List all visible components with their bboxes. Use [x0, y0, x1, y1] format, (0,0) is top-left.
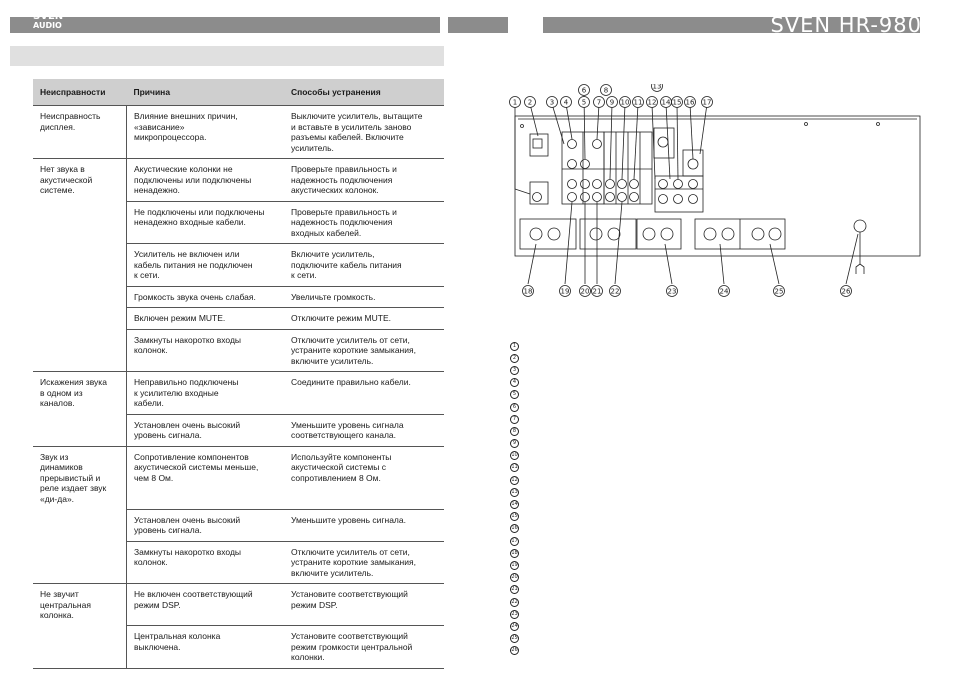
table-row	[33, 509, 444, 541]
legend-number: 25	[511, 635, 518, 642]
callout-number: 13	[652, 84, 662, 91]
legend-item	[510, 401, 519, 413]
callout-16	[685, 97, 696, 108]
legend-number: 9	[510, 439, 519, 448]
column-header-fix: Способы устранения	[284, 79, 444, 106]
leader-line	[770, 244, 779, 284]
rca-jack	[593, 180, 602, 189]
callout-1	[510, 97, 521, 108]
leader-line	[634, 104, 638, 179]
legend-number: 3	[510, 366, 519, 375]
speaker-terminal-block	[637, 219, 681, 249]
legend-item	[510, 535, 519, 547]
callout-number: 22	[610, 287, 620, 296]
table-row	[33, 446, 444, 509]
legend-number: 19	[511, 561, 518, 568]
speaker-terminal	[704, 228, 716, 240]
legend-number: 20	[511, 574, 518, 581]
table-row	[33, 541, 444, 584]
leader-line	[615, 202, 622, 284]
legend-item	[510, 523, 519, 535]
callout-number: 24	[719, 287, 729, 296]
callout-number: 10	[620, 98, 630, 107]
legend-item	[510, 608, 519, 620]
legend-item	[510, 425, 519, 437]
logo-line2: AUDIO	[33, 21, 62, 30]
cell-fix: Увеличьте громкость.	[284, 286, 444, 308]
legend-item	[510, 559, 519, 571]
legend-item	[510, 511, 519, 523]
cell-cause: Не включен соответствующий режим DSP.	[127, 584, 285, 626]
speaker-terminal	[530, 228, 542, 240]
leader-line	[652, 104, 655, 179]
logo-line1: SVEN	[33, 11, 64, 22]
callout-number: 25	[774, 287, 784, 296]
screw-top-left	[521, 125, 524, 128]
rca-jack	[659, 180, 668, 189]
cell-fix: Включите усилитель, подключите кабель питания к сети.	[284, 244, 444, 287]
legend-number: 2	[510, 354, 519, 363]
legend-number: 4	[510, 378, 519, 387]
leader-line	[528, 244, 536, 284]
cell-fix: Соедините правильно кабели.	[284, 372, 444, 415]
rca-jack	[674, 195, 683, 204]
table-row	[33, 329, 444, 372]
callout-5	[579, 97, 590, 108]
sub-out-box	[655, 176, 703, 212]
leader-line	[677, 104, 678, 179]
cell-problem: Неисправность дисплея.	[33, 106, 127, 159]
table-row	[33, 106, 444, 159]
cell-cause: Влияние внешних причин, «зависание» микропроцессора.	[127, 106, 285, 159]
leader-line	[552, 104, 564, 144]
legend-item	[510, 486, 519, 498]
legend-item	[510, 547, 519, 559]
rca-jack	[606, 193, 615, 202]
legend-number: 15	[511, 513, 518, 520]
cell-fix: Используйте компоненты акустической системы с сопротивлением 8 Ом.	[284, 446, 444, 509]
leader-line	[665, 244, 672, 284]
legend-number: 6	[510, 403, 519, 412]
callout-number: 19	[560, 287, 570, 296]
legend-number: 23	[511, 610, 518, 617]
cell-fix: Установите соответствующий режим DSP.	[284, 584, 444, 626]
legend-item	[510, 413, 519, 425]
table-row	[33, 372, 444, 415]
legend-item	[510, 596, 519, 608]
callout-number: 14	[661, 98, 671, 107]
troubleshooting-table	[33, 79, 444, 669]
legend-item	[510, 498, 519, 510]
legend-number: 24	[511, 622, 518, 629]
legend-number: 13	[511, 488, 518, 495]
callout-12	[647, 97, 658, 108]
screw-top-right	[877, 123, 880, 126]
legend-item	[510, 352, 519, 364]
cell-fix: Установите соответствующий режим громкости центральной колонки.	[284, 626, 444, 669]
cell-problem	[33, 541, 127, 584]
cell-cause: Установлен очень высокий уровень сигнала.	[127, 509, 285, 541]
leader-line	[565, 202, 572, 284]
cell-cause: Центральная колонка выключена.	[127, 626, 285, 669]
callout-number: 9	[609, 98, 615, 107]
pre-out-jack	[688, 159, 698, 169]
leader-line	[530, 104, 538, 136]
cell-cause: Неправильно подключены к усилителю входные кабели.	[127, 372, 285, 415]
cell-cause: Установлен очень высокий уровень сигнала.	[127, 414, 285, 446]
cell-fix: Отключите режим MUTE.	[284, 308, 444, 330]
callout-number: 17	[702, 98, 712, 107]
rca-jack	[618, 180, 627, 189]
callout-19	[560, 286, 571, 297]
callout-number: 20	[580, 287, 590, 296]
callout-number: 4	[563, 98, 569, 107]
callout-number: 12	[647, 98, 657, 107]
rca-jack	[581, 193, 590, 202]
cell-fix: Проверьте правильность и надежность подключения акустических колонок.	[284, 159, 444, 202]
legend-item	[510, 340, 519, 352]
callout-18	[523, 286, 534, 297]
legend-number: 14	[511, 501, 518, 508]
legend-item	[510, 462, 519, 474]
leader-line	[720, 244, 724, 284]
legend-number: 12	[511, 476, 518, 483]
model-title: SVEN HR-980	[770, 13, 922, 37]
cell-cause: Громкость звука очень слабая.	[127, 286, 285, 308]
callout-24	[719, 286, 730, 297]
callout-22	[610, 286, 621, 297]
rca-jack	[581, 160, 590, 169]
cell-fix: Уменьшите уровень сигнала соответствующего канала.	[284, 414, 444, 446]
aux-jack	[533, 193, 542, 202]
callout-10	[620, 97, 631, 108]
sven-audio-logo	[33, 12, 73, 30]
speaker-terminal	[661, 228, 673, 240]
callout-7	[594, 97, 605, 108]
cell-problem	[33, 626, 127, 669]
cell-problem	[33, 329, 127, 372]
legend-number: 10	[511, 452, 518, 459]
callout-20	[580, 286, 591, 297]
legend-number: 7	[510, 415, 519, 424]
cell-fix: Проверьте правильность и надежность подключения входных кабелей.	[284, 201, 444, 244]
callout-2	[525, 97, 536, 108]
table-header-row	[33, 79, 444, 106]
speaker-terminal	[608, 228, 620, 240]
callout-number: 8	[603, 86, 609, 95]
callout-25	[774, 286, 785, 297]
cell-cause: Включен режим MUTE.	[127, 308, 285, 330]
rca-jack	[618, 193, 627, 202]
callout-3	[547, 97, 558, 108]
legend-item	[510, 572, 519, 584]
speaker-terminal	[722, 228, 734, 240]
cell-problem	[33, 308, 127, 330]
column-header-problem: Неисправности	[33, 79, 127, 106]
rca-jack	[689, 180, 698, 189]
speaker-terminal	[643, 228, 655, 240]
callout-26	[841, 286, 852, 297]
header-bar-left	[10, 17, 440, 33]
cell-problem: Звук из динамиков прерывистый и реле издает звук «ди-да».	[33, 446, 127, 509]
callout-number: 23	[667, 287, 677, 296]
legend-number: 1	[510, 342, 519, 351]
cell-fix: Отключите усилитель от сети, устраните короткие замыкания, включите усилитель.	[284, 329, 444, 372]
legend-item	[510, 584, 519, 596]
cell-fix: Выключите усилитель, вытащите и вставьте в усилитель заново разъемы кабелей. Включите усилитель.	[284, 106, 444, 159]
callout-number: 18	[523, 287, 533, 296]
legend-number: 11	[511, 464, 518, 471]
callout-number: 1	[512, 98, 518, 107]
callout-11	[633, 97, 644, 108]
leader-line	[690, 104, 693, 159]
digital-jack	[658, 137, 668, 147]
callout-number: 21	[592, 287, 602, 296]
table-row	[33, 286, 444, 308]
cell-cause: Сопротивление компонентов акустической системы меньше, чем 8 Ом.	[127, 446, 285, 509]
rca-jack	[568, 160, 577, 169]
power-inlet	[854, 220, 866, 232]
rca-jack	[659, 195, 668, 204]
rca-jack	[581, 180, 590, 189]
digital-input-box	[654, 128, 674, 158]
cell-fix: Уменьшите уровень сигнала.	[284, 509, 444, 541]
table-row	[33, 159, 444, 202]
cell-cause: Акустические колонки не подключены или подключены ненадежно.	[127, 159, 285, 202]
legend-number: 26	[511, 647, 518, 654]
rca-jack	[630, 193, 639, 202]
legend-item	[510, 364, 519, 376]
cell-problem	[33, 509, 127, 541]
rca-jack	[674, 180, 683, 189]
legend-number: 21	[511, 586, 518, 593]
legend-item	[510, 633, 519, 645]
legend-item	[510, 645, 519, 657]
legend-number: 18	[511, 549, 518, 556]
callout-number: 7	[596, 98, 602, 107]
table-row	[33, 308, 444, 330]
legend-item	[510, 438, 519, 450]
rca-jack	[606, 180, 615, 189]
callout-23	[667, 286, 678, 297]
cell-cause: Замкнуты накоротко входы колонок.	[127, 541, 285, 584]
callout-9	[607, 97, 618, 108]
legend-item	[510, 389, 519, 401]
speaker-terminal	[548, 228, 560, 240]
legend-item	[510, 377, 519, 389]
rca-jack	[689, 195, 698, 204]
callout-6	[579, 85, 590, 96]
callout-number: 11	[633, 98, 643, 107]
rca-jack	[593, 193, 602, 202]
table-row	[33, 414, 444, 446]
leader-line	[622, 104, 625, 179]
screw-top-mid	[805, 123, 808, 126]
cell-problem: Не звучит центральная колонка.	[33, 584, 127, 626]
legend-item	[510, 450, 519, 462]
table-row	[33, 244, 444, 287]
callout-8	[601, 85, 612, 96]
table-body	[33, 106, 444, 669]
cell-fix: Отключите усилитель от сети, устраните короткие замыкания, включите усилитель.	[284, 541, 444, 584]
leader-line	[566, 104, 572, 139]
leader-line	[700, 104, 707, 154]
legend-number: 5	[510, 390, 519, 399]
speaker-terminal	[590, 228, 602, 240]
section-heading-bar	[10, 46, 444, 66]
cell-problem	[33, 414, 127, 446]
leader-line	[846, 234, 858, 284]
callout-4	[561, 97, 572, 108]
rca-jack	[568, 180, 577, 189]
leader-line	[515, 189, 530, 194]
callout-15	[672, 97, 683, 108]
cell-problem: Нет звука в акустической системе.	[33, 159, 127, 202]
callout-number: 5	[581, 98, 587, 107]
callout-21	[592, 286, 603, 297]
legend-item	[510, 474, 519, 486]
cell-problem	[33, 286, 127, 308]
legend-number: 22	[511, 598, 518, 605]
callout-number: 2	[527, 98, 533, 107]
cell-problem: Искажения звука в одном из каналов.	[33, 372, 127, 415]
legend-number: 8	[510, 427, 519, 436]
callout-17	[702, 97, 713, 108]
callout-number: 15	[672, 98, 682, 107]
callout-14	[661, 97, 672, 108]
cell-cause: Усилитель не включен или кабель питания не подключен к сети.	[127, 244, 285, 287]
table-row	[33, 584, 444, 626]
callout-number: 26	[841, 287, 851, 296]
rca-jack	[630, 180, 639, 189]
cell-cause: Не подключены или подключены ненадежно входные кабели.	[127, 201, 285, 244]
leader-line	[610, 104, 612, 179]
legend-item	[510, 620, 519, 632]
cell-problem	[33, 201, 127, 244]
legend-number: 17	[511, 537, 518, 544]
rear-panel-diagram	[500, 84, 930, 304]
callout-number: 6	[581, 86, 587, 95]
callout-number: 16	[685, 98, 695, 107]
cell-cause: Замкнуты накоротко входы колонок.	[127, 329, 285, 372]
callout-13	[652, 84, 663, 92]
table-row	[33, 626, 444, 669]
legend-number: 16	[511, 525, 518, 532]
table-row	[33, 201, 444, 244]
speaker-terminal	[752, 228, 764, 240]
legend-list	[510, 340, 519, 657]
rca-jack	[568, 140, 577, 149]
speaker-terminal	[769, 228, 781, 240]
cell-problem	[33, 244, 127, 287]
header-bar-middle	[448, 17, 508, 33]
column-header-cause: Причина	[127, 79, 285, 106]
rca-jack	[568, 193, 577, 202]
display-input-square	[533, 139, 542, 148]
leader-line	[597, 104, 599, 139]
leader-line	[666, 104, 670, 179]
rca-jack	[593, 140, 602, 149]
callout-number: 3	[549, 98, 555, 107]
